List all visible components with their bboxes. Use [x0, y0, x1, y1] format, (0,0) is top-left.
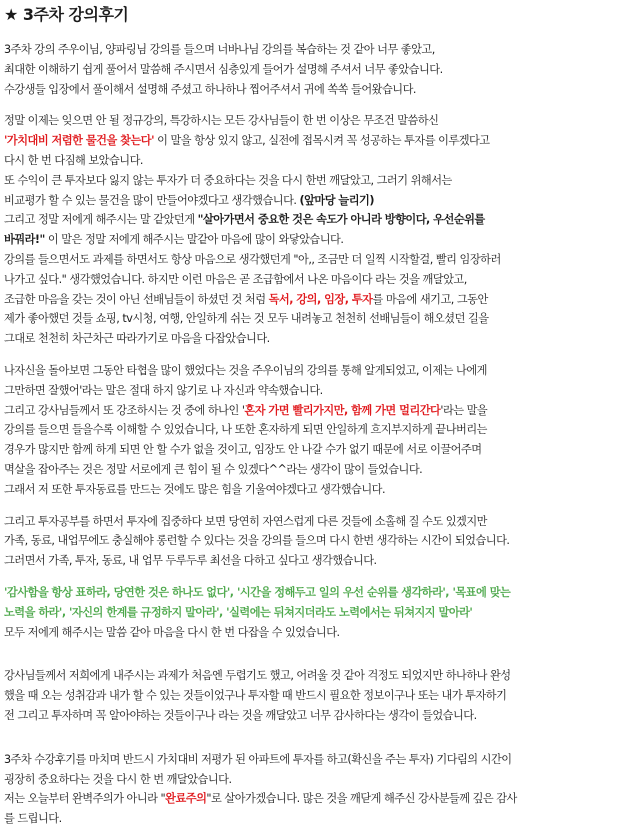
- text-fragment: 그리고 정말 저에게 해주시는 말 같았던게: [4, 213, 198, 227]
- spacer: [4, 654, 636, 666]
- paragraph-assignments: [4, 666, 636, 725]
- highlight-red: 독서, 강의, 임장, 투자: [268, 292, 373, 306]
- text-line: 그래서 저 또한 투자동료를 만드는 것에도 많은 힘을 기울여야겠다고 생각했습니다.: [4, 482, 386, 496]
- spacer: [4, 738, 636, 750]
- text-line: 모두 저에게 해주시는 말씀 같아 마음을 다시 한 번 다잡을 수 있었습니다.: [4, 625, 340, 639]
- text-line: [4, 789, 636, 809]
- paragraph-together: [4, 361, 636, 500]
- text-line: 강의를 들으면 들을수록 이해할 수 있었습니다, 나 또한 혼자하게 되면 안일하게 흐지부지하게 끝나버리는: [4, 423, 487, 437]
- paragraph-intro: [4, 40, 636, 99]
- highlight-bold: 바꿔라!": [4, 233, 45, 247]
- text-line: 를 드립니다.: [4, 812, 62, 826]
- text-line: 제가 좋아했던 것들 쇼핑, tv시청, 여행, 안일하게 쉬는 것 모두 내려놓고 천천히 선배님들이 해오셨던 길을: [4, 312, 489, 326]
- text-line: 경우가 많지만 함께 하게 되면 안 할 수가 없을 것이고, 임장도 안 나갈 수가 없기 때문에 서로 이끌어주며: [4, 443, 482, 457]
- text-line: 했을 때 오는 성취감과 내가 할 수 있는 것들이었구나 투자할 때 반드시 필요한 정보이구나 또는 내가 투자하기: [4, 689, 507, 703]
- text-line: 그만하면 잘했어'라는 말은 절대 하지 않기로 나 자신과 약속했습니다.: [4, 383, 323, 397]
- text-line: [4, 230, 636, 250]
- text-line: 전 그리고 투자하며 꼭 알아야하는 것들이구나 라는 것을 깨달았고 너무 감사하다는 생각이 들었습니다.: [4, 708, 477, 722]
- text-line: 그대로 천천히 차근차근 따라가기로 마음을 다잡았습니다.: [4, 332, 270, 346]
- text-fragment: 이 말은 정말 저에게 해주시는 말같아 마음에 많이 와닿았습니다.: [44, 233, 344, 247]
- text-line: 그리고 투자공부를 하면서 투자에 집중하다 보면 당연히 자연스럽게 다른 것들에 소홀해 질 수도 있겠지만: [4, 514, 487, 528]
- review-body: [4, 40, 636, 829]
- highlight-bold: (앞마당 늘리기): [299, 193, 374, 207]
- text-line: [4, 191, 636, 211]
- text-line: 3주차 강의 주우이님, 양파링님 강의를 들으며 너바나님 강의를 복습하는 것 같아 너무 좋았고,: [4, 43, 435, 56]
- highlight-green: 노력을 하라', '자신의 한계를 규정하지 말아라', '실력에는 뒤쳐지더라도 노력에서는 뒤쳐지지 말아라': [4, 605, 473, 619]
- text-line: 수강생들 입장에서 풀이해서 설명해 주셨고 하나하나 찝어주셔서 귀에 쏙쏙 들어왔습니다.: [4, 82, 416, 96]
- text-fragment: 저는 오늘부터 완벽주의가 아니라 ": [4, 792, 166, 806]
- text-line: [4, 131, 636, 151]
- page-title: ★ 3주차 강의후기: [4, 5, 129, 24]
- highlight-green: '감사함을 항상 표하라, 당연한 것은 하나도 없다', '시간을 정해두고 일의 우선 순위를 생각하라', '목표에 맞는: [4, 585, 511, 599]
- highlight-red: 혼자 가면 빨리가지만, 함께 가면 멀리간다: [244, 403, 441, 417]
- text-fragment: 조급한 마음을 갖는 것이 아닌 선배님들이 하셨던 것 처럼: [4, 292, 269, 306]
- paragraph-value-investing: [4, 111, 636, 349]
- text-line: 강사님들께서 저희에게 내주시는 과제가 처음엔 두렵기도 했고, 어려울 것 같아 걱정도 되었지만 하나하나 완성: [4, 669, 511, 683]
- text-line: 강의를 들으면서도 과제를 하면서도 항상 마음으로 생각했던게 "아,, 조금만 더 일찍 시작할걸, 빨리 임장하러: [4, 252, 501, 266]
- highlight-bold: "살아가면서 중요한 것은 속도가 아니라 방향이다, 우선순위를: [197, 213, 485, 227]
- paragraph-quotes: [4, 583, 636, 642]
- text-line: 정말 이제는 잊으면 안 될 정규강의, 특강하시는 모든 강사님들이 한 번 이상은 무조건 말씀하신: [4, 114, 439, 128]
- highlight-red: '가치대비 저렴한 물건을 찾는다': [4, 134, 155, 148]
- paragraph-closing: [4, 750, 636, 829]
- text-fragment: 를 마음에 새기고, 그동안: [372, 292, 488, 306]
- text-line: [4, 290, 636, 310]
- text-fragment: 비교평가 할 수 있는 물건을 많이 만들어야겠다고 생각했습니다.: [4, 193, 300, 207]
- text-fragment: 그리고 강사님들께서 또 강조하시는 것 중에 하나인 ': [4, 403, 245, 417]
- text-line: [4, 401, 636, 421]
- text-line: 가족, 동료, 내업무에도 충실해야 롱런할 수 있다는 것을 강의를 들으며 다시 한번 생각하는 시간이 되었습니다.: [4, 534, 510, 548]
- text-line: 또 수익이 큰 투자보다 잃지 않는 투자가 더 중요하다는 것을 다시 한번 깨달았고, 그러기 위해서는: [4, 173, 452, 187]
- highlight-red: 완료주의: [165, 792, 207, 806]
- text-line: 그러면서 가족, 투자, 동료, 내 업무 두루두루 최선을 다하고 싶다고 생각했습니다.: [4, 554, 377, 568]
- text-line: 멱살을 잡아주는 것은 정말 서로에게 큰 힘이 될 수 있겠다^^라는 생각이 많이 들었습니다.: [4, 462, 423, 476]
- text-line: [4, 210, 636, 230]
- text-line: 최대한 이해하기 쉽게 풀어서 말씀해 주시면서 심층있게 들어가 설명해 주셔서 너무 좋았습니다.: [4, 62, 443, 76]
- paragraph-balance: [4, 512, 636, 571]
- text-fragment: "로 살아가겠습니다. 많은 것을 깨닫게 해주신 강사분들께 깊은 감사: [206, 792, 517, 806]
- text-line: 다시 한 번 다짐해 보았습니다.: [4, 153, 143, 167]
- text-fragment: 이 말을 항상 있지 않고, 실전에 접목시켜 꼭 성공하는 투자를 이루겠다고: [154, 134, 490, 148]
- text-fragment: '라는 말을: [440, 403, 488, 417]
- text-line: 나자신을 돌아보면 그동안 타협을 많이 했었다는 것을 주우이님의 강의를 통해 알게되었고, 이제는 나에게: [4, 363, 487, 377]
- text-line: 나가고 싶다." 생각했었습니다. 하지만 이런 마음은 곧 조급함에서 나온 마음이다 라는 것을 깨달았고,: [4, 272, 467, 286]
- text-line: 굉장히 중요하다는 것을 다시 한 번 깨달았습니다.: [4, 772, 232, 786]
- text-line: 3주차 수강후기를 마치며 반드시 가치대비 저평가 된 아파트에 투자를 하고(확신을 주는 투자) 기다림의 시간이: [4, 752, 512, 766]
